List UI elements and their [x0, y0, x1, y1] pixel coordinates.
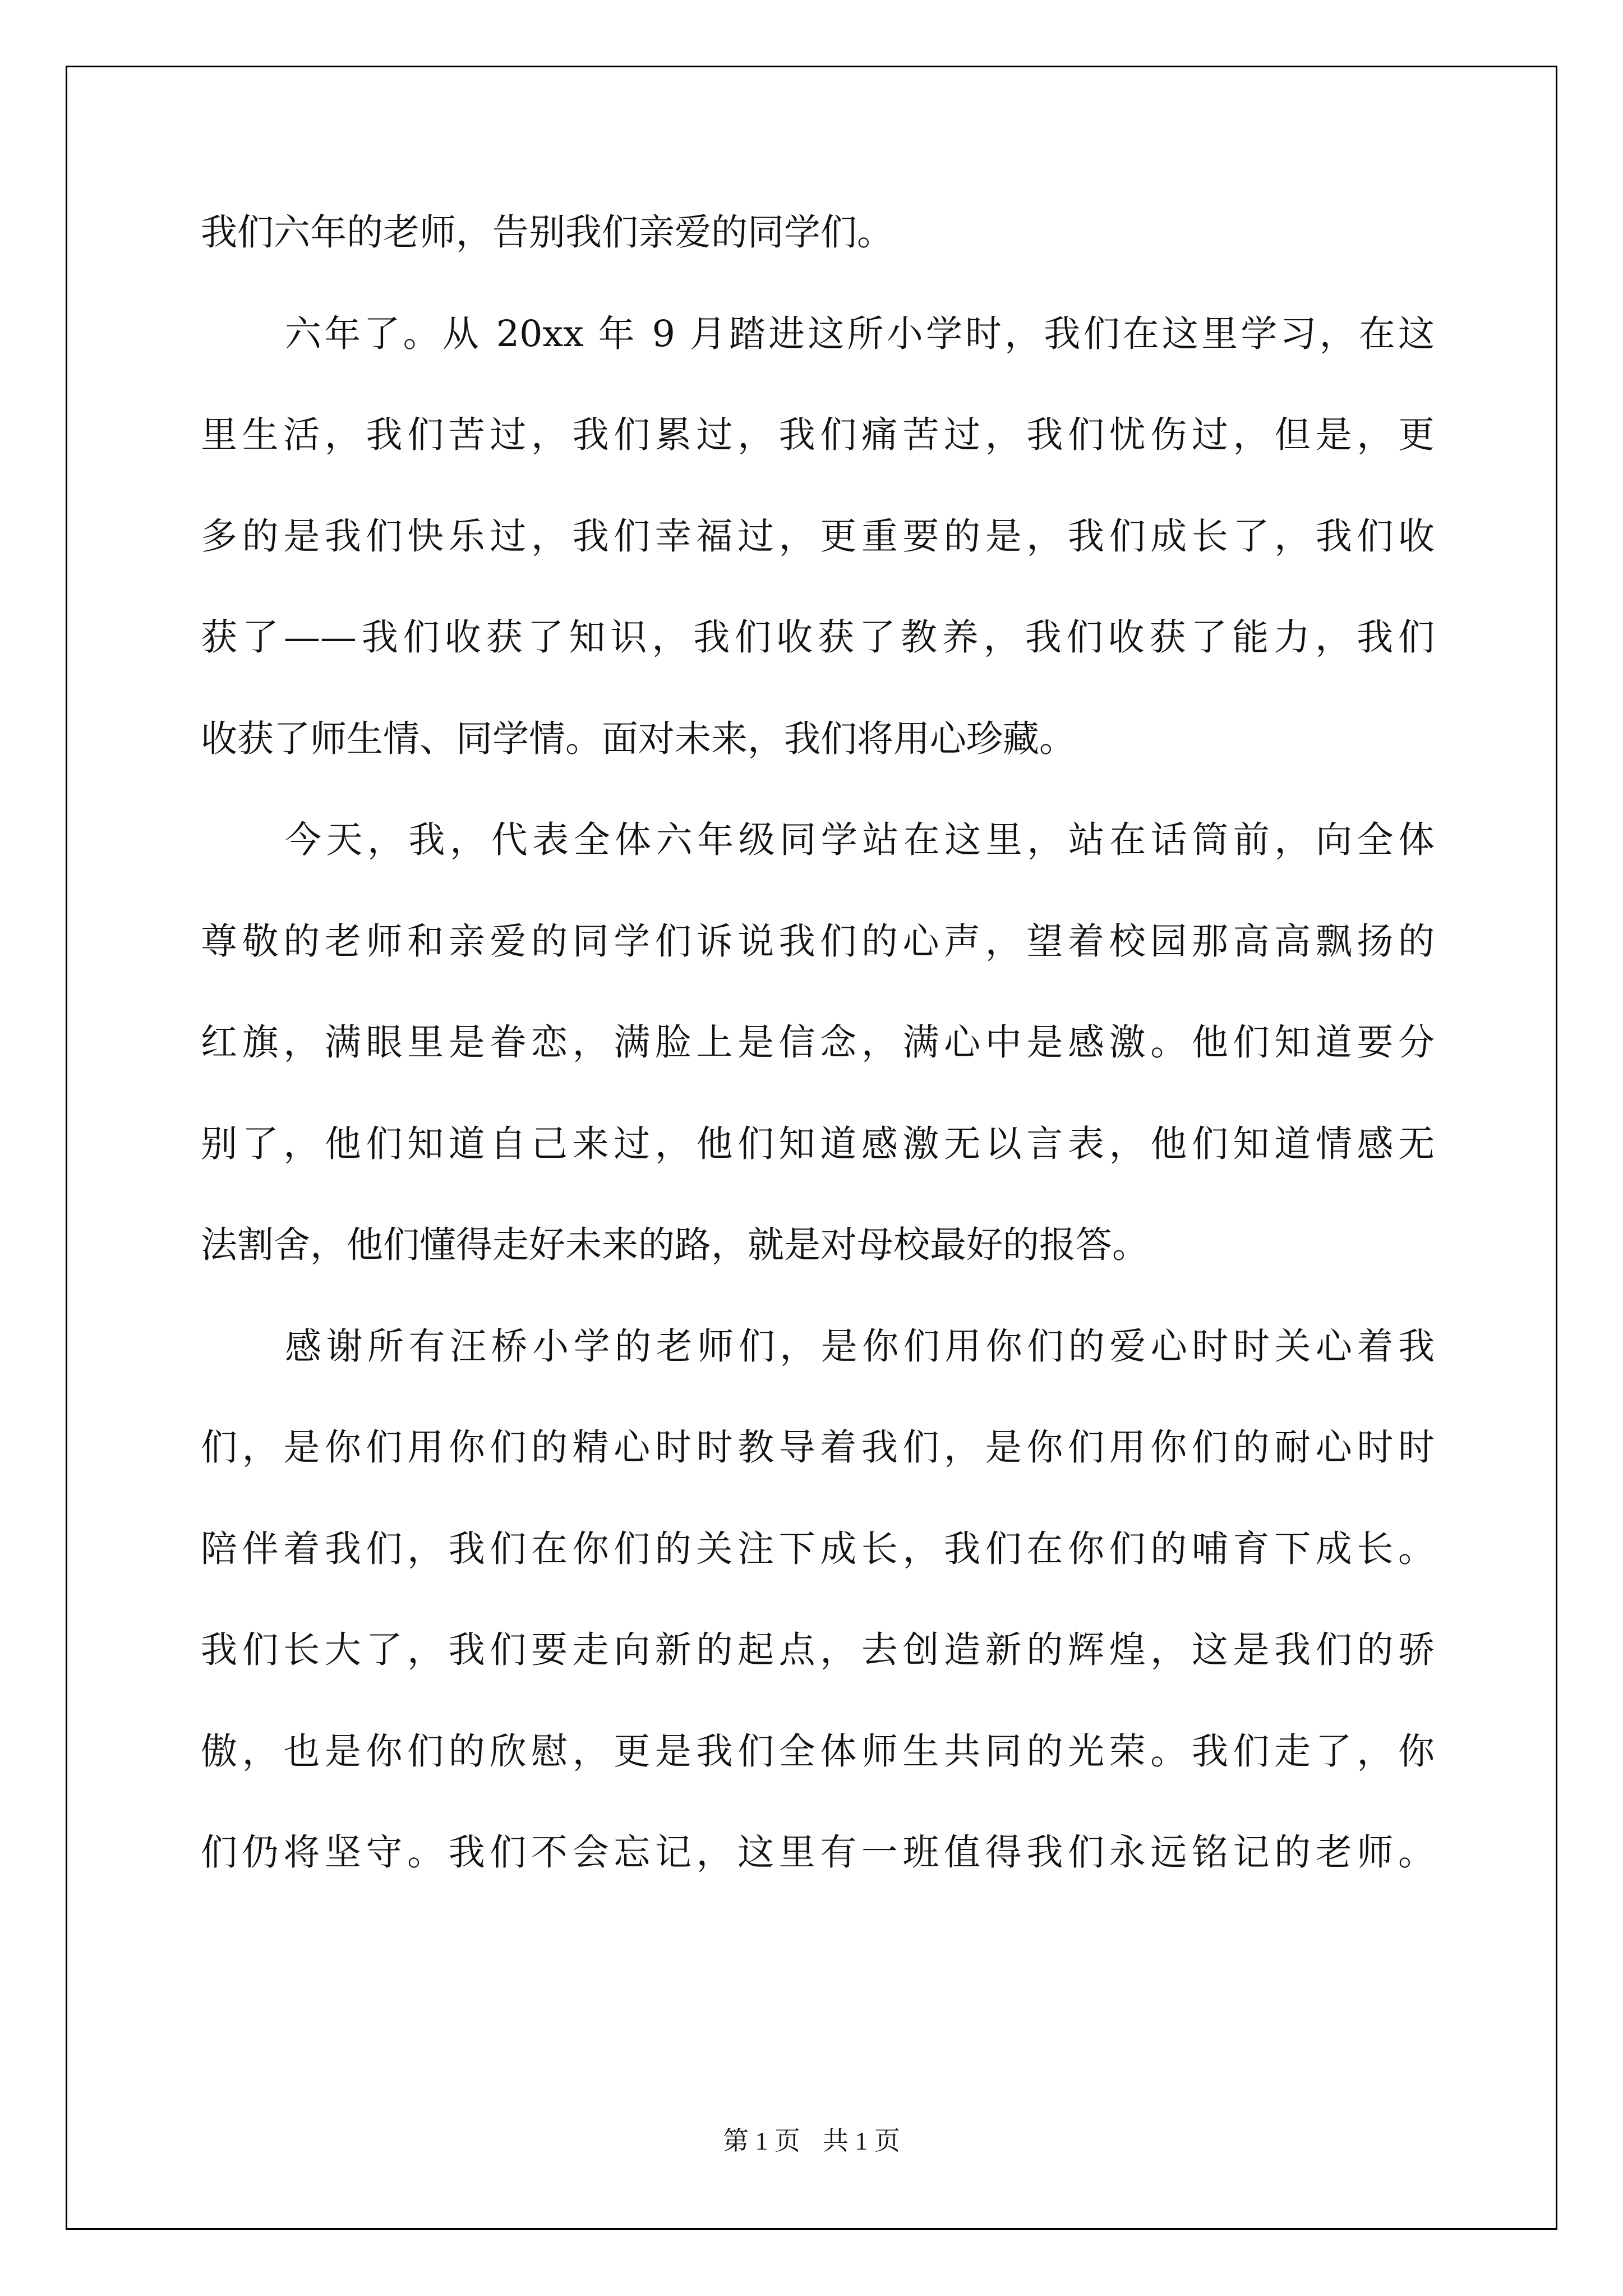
- page-total: 共 1 页: [823, 2127, 900, 2155]
- text-line: 陪伴着我们，我们在你们的关注下成长，我们在你们的哺育下成长。: [201, 1527, 1435, 1570]
- text-line: 傲，也是你们的欣慰，更是我们全体师生共同的光荣。我们走了，你: [201, 1730, 1435, 1773]
- page-footer: [0, 2120, 1623, 2157]
- text-line: 感谢所有汪桥小学的老师们，是你们用你们的爱心时时关心着我: [285, 1325, 1435, 1368]
- text-line: 我们长大了，我们要走向新的起点，去创造新的辉煌，这是我们的骄: [201, 1629, 1435, 1671]
- text-line: 尊敬的老师和亲爱的同学们诉说我们的心声，望着校园那高高飘扬的: [201, 920, 1435, 963]
- text-line: 多的是我们快乐过，我们幸福过，更重要的是，我们成长了，我们收: [201, 515, 1435, 558]
- text-line: 法割舍，他们懂得走好未来的路，就是对母校最好的报答。: [201, 1224, 1149, 1266]
- document-body: [201, 202, 1435, 1924]
- text-line: 别了，他们知道自己来过，他们知道感激无以言表，他们知道情感无: [201, 1122, 1435, 1165]
- text-line: 们，是你们用你们的精心时时教导着我们，是你们用你们的耐心时时: [201, 1427, 1435, 1469]
- text-line: 今天，我，代表全体六年级同学站在这里，站在话筒前，向全体: [285, 819, 1435, 861]
- text-line: 六年了。从 20xx 年 9 月踏进这所小学时，我们在这里学习，在这: [285, 312, 1435, 355]
- page-number: 第 1 页: [723, 2127, 800, 2155]
- text-line: 里生活，我们苦过，我们累过，我们痛苦过，我们忧伤过，但是，更: [201, 414, 1435, 456]
- text-line: 获了——我们收获了知识，我们收获了教养，我们收获了能力，我们: [201, 616, 1435, 659]
- text-line: 红旗，满眼里是眷恋，满脸上是信念，满心中是感激。他们知道要分: [201, 1022, 1435, 1064]
- text-line: 们仍将坚守。我们不会忘记，这里有一班值得我们永远铭记的老师。: [201, 1832, 1435, 1874]
- text-line: 我们六年的老师，告别我们亲爱的同学们。: [201, 211, 894, 254]
- text-line: 收获了师生情、同学情。面对未来，我们将用心珍藏。: [201, 717, 1076, 760]
